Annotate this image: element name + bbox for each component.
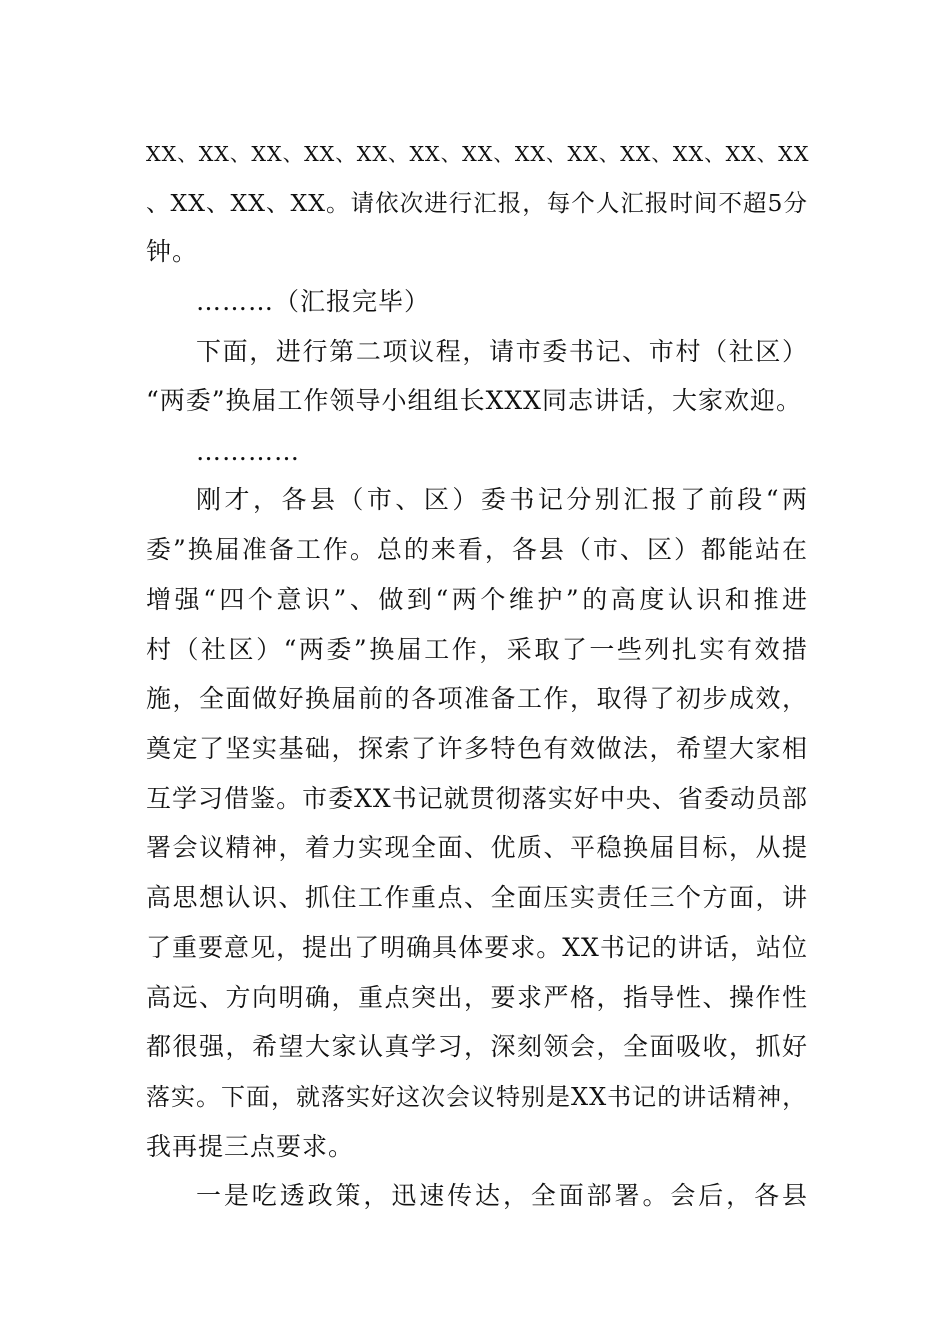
text-line: 、XX、XX、XX。请依次进行汇报，每个人汇报时间不超5分 xyxy=(146,189,808,217)
text-line: 落实。下面，就落实好这次会议特别是XX书记的讲话精神， xyxy=(146,1083,808,1111)
text-line: 都很强，希望大家认真学习，深刻领会，全面吸收，抓好 xyxy=(146,1032,808,1061)
text-line: 署会议精神，着力实现全面、优质、平稳换届目标，从提 xyxy=(146,833,808,862)
text-line: 一是吃透政策，迅速传达，全面部署。会后，各县 xyxy=(196,1181,808,1210)
text-line: 了重要意见，提出了明确具体要求。XX书记的讲话，站位 xyxy=(146,933,808,962)
text-line: 增强“四个意识”、做到“两个维护”的高度认识和推进 xyxy=(146,585,808,614)
text-line: 钟。 xyxy=(146,237,199,266)
text-line: 施，全面做好换届前的各项准备工作，取得了初步成效， xyxy=(146,684,808,713)
text-line: 高思想认识、抓住工作重点、全面压实责任三个方面，讲 xyxy=(146,883,808,912)
text-line: 高远、方向明确，重点突出，要求严格，指导性、操作性 xyxy=(146,983,808,1012)
text-line: 下面，进行第二项议程，请市委书记、市村（社区） xyxy=(196,337,808,366)
text-line: 委”换届准备工作。总的来看，各县（市、区）都能站在 xyxy=(146,535,808,564)
text-line: “两委”换届工作领导小组组长XXX同志讲话，大家欢迎。 xyxy=(146,386,802,415)
text-line: XX、XX、XX、XX、XX、XX、XX、XX、XX、XX、XX、XX、XX xyxy=(146,142,810,166)
text-line: 我再提三点要求。 xyxy=(146,1132,355,1161)
text-line: 村（社区）“两委”换届工作，采取了一些列扎实有效措 xyxy=(146,635,808,664)
text-line: 刚才，各县（市、区）委书记分别汇报了前段“两 xyxy=(196,485,808,514)
text-line: ………（汇报完毕） xyxy=(196,287,431,316)
text-line: ………… xyxy=(196,437,300,466)
text-line: 奠定了坚实基础，探索了许多特色有效做法，希望大家相 xyxy=(146,734,808,763)
text-line: 互学习借鉴。市委XX书记就贯彻落实好中央、省委动员部 xyxy=(146,784,808,813)
